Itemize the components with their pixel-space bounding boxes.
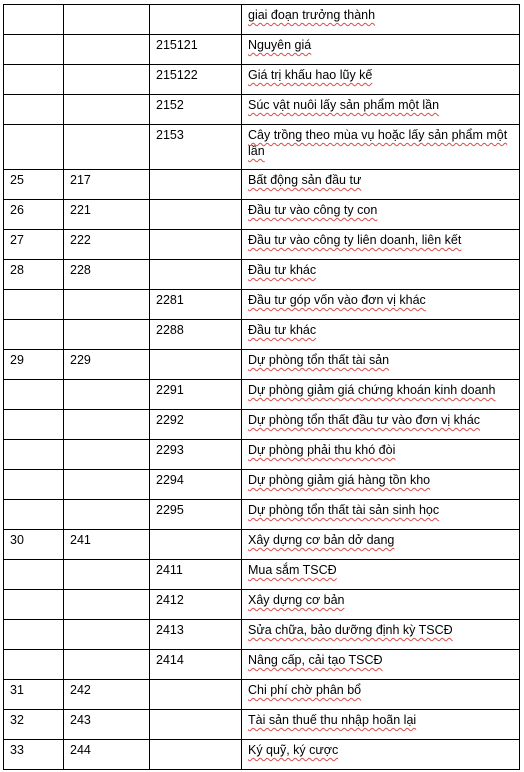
account-level1-cell: 222 [64,230,150,260]
row-number-cell [4,500,64,530]
row-number-cell [4,320,64,350]
account-name-cell: Dự phòng tổn thất đầu tư vào đơn vị khác [242,410,520,440]
account-level1-cell [64,5,150,35]
account-level1-cell [64,470,150,500]
row-number-cell [4,440,64,470]
row-number-cell: 33 [4,740,64,770]
account-level1-cell: 243 [64,710,150,740]
row-number-cell: 32 [4,710,64,740]
row-number-cell [4,620,64,650]
account-level2-cell [150,680,242,710]
account-level2-cell [150,170,242,200]
account-level1-cell: 229 [64,350,150,380]
row-number-cell [4,5,64,35]
row-number-cell [4,470,64,500]
account-level2-cell: 2295 [150,500,242,530]
row-number-cell [4,650,64,680]
account-name-cell: Dự phòng giảm giá hàng tồn kho [242,470,520,500]
table-row [4,290,520,320]
account-name-cell: Tài sản thuế thu nhập hoãn lại [242,710,520,740]
account-name-cell: Ký quỹ, ký cược [242,740,520,770]
table-row [4,170,520,200]
row-number-cell [4,590,64,620]
account-name-cell: Bất động sản đầu tư [242,170,520,200]
account-level2-cell: 215121 [150,35,242,65]
account-name-cell: Mua sắm TSCĐ [242,560,520,590]
table-row [4,320,520,350]
row-number-cell: 31 [4,680,64,710]
table-row [4,35,520,65]
account-level2-cell: 2281 [150,290,242,320]
account-name-cell: Cây trồng theo mùa vụ hoặc lấy sản phẩm một lần [242,125,520,170]
chart-of-accounts-table [3,4,520,770]
account-name-cell: Đầu tư vào công ty liên doanh, liên kết [242,230,520,260]
table-row [4,590,520,620]
table-row [4,500,520,530]
account-level1-cell [64,95,150,125]
account-level2-cell [150,200,242,230]
account-level2-cell [150,260,242,290]
account-name-cell: Giá trị khấu hao lũy kế [242,65,520,95]
table-row [4,710,520,740]
table-body [4,5,520,770]
account-level1-cell: 228 [64,260,150,290]
account-level2-cell: 2293 [150,440,242,470]
account-level1-cell [64,290,150,320]
account-name-cell: Dự phòng phải thu khó đòi [242,440,520,470]
table-row [4,620,520,650]
account-level1-cell [64,125,150,170]
row-number-cell [4,35,64,65]
row-number-cell [4,125,64,170]
table-row [4,740,520,770]
account-name-cell: Đầu tư góp vốn vào đơn vị khác [242,290,520,320]
account-level2-cell [150,230,242,260]
account-name-cell: Sửa chữa, bảo dưỡng định kỳ TSCĐ [242,620,520,650]
row-number-cell: 25 [4,170,64,200]
row-number-cell: 29 [4,350,64,380]
account-level2-cell: 2291 [150,380,242,410]
account-name-cell: Nguyên giá [242,35,520,65]
account-level1-cell [64,560,150,590]
account-level1-cell [64,500,150,530]
row-number-cell [4,560,64,590]
table-row [4,380,520,410]
table-row [4,530,520,560]
table-row [4,410,520,440]
account-level1-cell: 221 [64,200,150,230]
row-number-cell: 27 [4,230,64,260]
account-level1-cell: 241 [64,530,150,560]
table-row [4,560,520,590]
account-level2-cell: 2153 [150,125,242,170]
table-row [4,650,520,680]
account-name-cell: Xây dựng cơ bản dở dang [242,530,520,560]
account-level2-cell [150,5,242,35]
account-level2-cell: 215122 [150,65,242,95]
table-row [4,200,520,230]
row-number-cell [4,95,64,125]
account-name-cell: Xây dựng cơ bản [242,590,520,620]
account-name-cell: Súc vật nuôi lấy sản phẩm một lần [242,95,520,125]
account-level1-cell [64,65,150,95]
account-name-cell: Nâng cấp, cải tạo TSCĐ [242,650,520,680]
account-level2-cell [150,710,242,740]
account-level2-cell: 2413 [150,620,242,650]
account-level2-cell: 2294 [150,470,242,500]
account-level1-cell [64,410,150,440]
table-row [4,260,520,290]
account-level1-cell: 217 [64,170,150,200]
row-number-cell: 30 [4,530,64,560]
row-number-cell: 28 [4,260,64,290]
account-level1-cell [64,590,150,620]
account-name-cell: Chi phí chờ phân bổ [242,680,520,710]
account-level2-cell: 2288 [150,320,242,350]
account-name-cell: giai đoạn trưởng thành [242,5,520,35]
account-level1-cell [64,440,150,470]
table-row [4,125,520,170]
row-number-cell: 26 [4,200,64,230]
table-row [4,470,520,500]
account-level2-cell [150,530,242,560]
account-name-cell: Dự phòng giảm giá chứng khoán kinh doanh [242,380,520,410]
row-number-cell [4,380,64,410]
row-number-cell [4,290,64,320]
row-number-cell [4,410,64,440]
account-level2-cell: 2412 [150,590,242,620]
account-level1-cell [64,320,150,350]
table-row [4,680,520,710]
account-name-cell: Dự phòng tổn thất tài sản sinh học [242,500,520,530]
account-name-cell: Đầu tư khác [242,260,520,290]
account-name-cell: Đầu tư vào công ty con [242,200,520,230]
account-level2-cell: 2152 [150,95,242,125]
account-name-cell: Đầu tư khác [242,320,520,350]
table-row [4,440,520,470]
account-name-cell: Dự phòng tổn thất tài sản [242,350,520,380]
table-row [4,95,520,125]
account-level1-cell [64,35,150,65]
account-level1-cell [64,380,150,410]
table-row [4,65,520,95]
account-level2-cell: 2292 [150,410,242,440]
table-row [4,5,520,35]
account-level2-cell: 2414 [150,650,242,680]
account-level2-cell [150,740,242,770]
account-level1-cell [64,650,150,680]
account-level2-cell [150,350,242,380]
table-row [4,350,520,380]
account-level1-cell: 242 [64,680,150,710]
table-row [4,230,520,260]
row-number-cell [4,65,64,95]
account-level2-cell: 2411 [150,560,242,590]
account-level1-cell [64,620,150,650]
account-level1-cell: 244 [64,740,150,770]
